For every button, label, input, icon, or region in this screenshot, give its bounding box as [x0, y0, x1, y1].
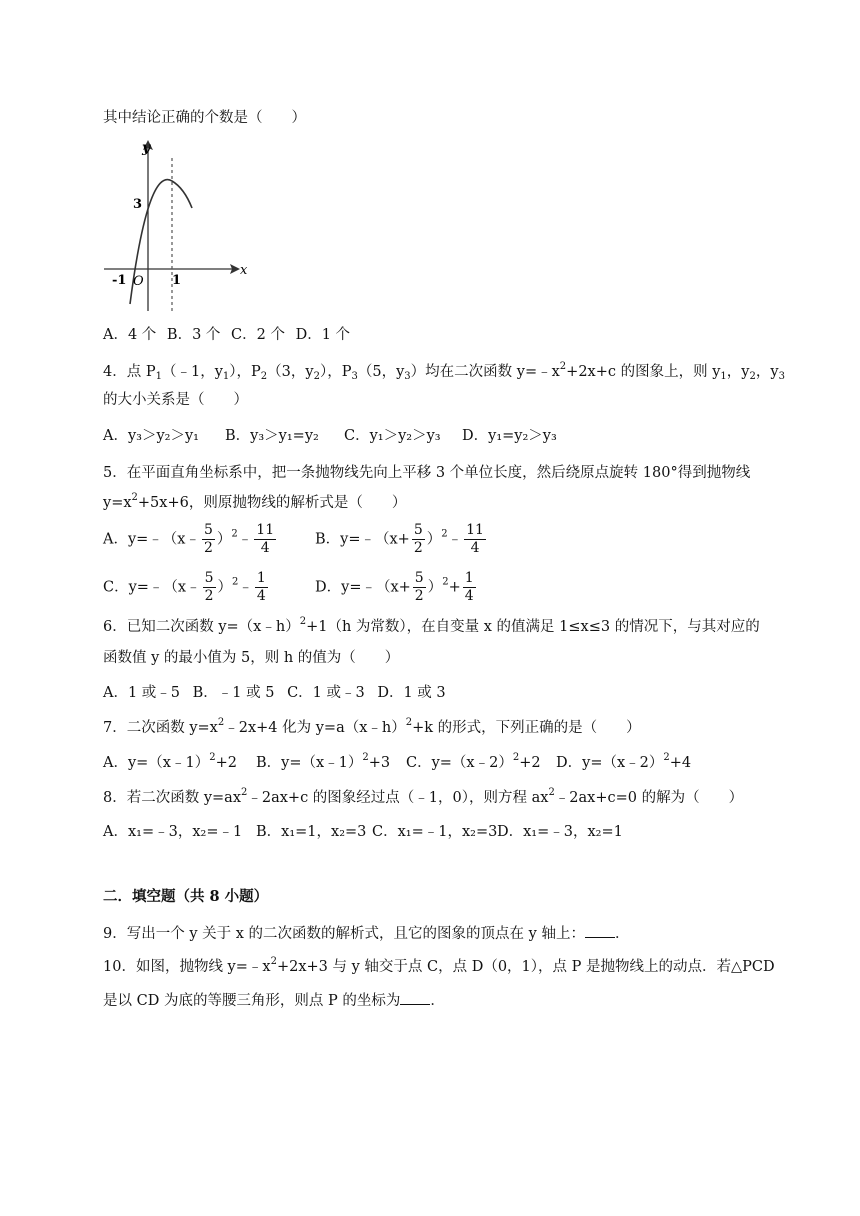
q4-line2: 的大小关系是（ ） — [103, 392, 248, 408]
q5-line2: $y=x^2+5x+6$，则原抛物线的解析式是（ ） — [103, 492, 407, 511]
tick-label-3: 3 — [133, 197, 143, 212]
q8-option-d: D．x₁=﹣3，x₂=1 — [497, 824, 623, 840]
parabola-graph — [100, 136, 250, 316]
q6-option-a: A．1 或﹣5 — [103, 685, 181, 701]
q10-line1: 10．如图，抛物线 $y=﹣x^2+2x+3$ 与 y 轴交于点 C，点 D（0，1），点 P 是抛物线上的动点．若△PCD — [103, 956, 775, 975]
q7-line: 7．二次函数 $y=x^2﹣2x+4$ 化为 y=a（x﹣h）$^2$+k 的形式，下列正确的是（ ） — [103, 717, 641, 736]
q6-option-d: D．1 或 3 — [377, 685, 446, 701]
q3-option-c: C．2 个 — [231, 327, 285, 343]
q6-line2: 函数值 y 的最小值为 5，则 h 的值为（ ） — [103, 650, 400, 666]
q3-option-a: A．4 个 — [103, 327, 157, 343]
y-axis-label: y — [142, 140, 151, 156]
q10-line2: 是以 CD 为底的等腰三角形，则点 P 的坐标为 ． — [103, 990, 445, 1011]
q9-answer-blank[interactable] — [585, 923, 615, 938]
q6-option-c: C．1 或﹣3 — [287, 685, 365, 701]
q6-option-b: B．﹣1 或 5 — [192, 685, 275, 701]
q5-line1: 5．在平面直角坐标系中，把一条抛物线先向上平移 3 个单位长度，然后绕原点旋转 180°得到抛物线 — [103, 465, 751, 481]
q3-options — [103, 325, 350, 345]
q5-option-c: C．y=﹣（x﹣ $\frac{5}{2}$ ）$^2$﹣ $\frac{1}{4}$ — [103, 570, 266, 604]
q4-option-c: C．y₁＞y₂＞y₃ — [344, 428, 441, 444]
q4-line1: 4．点 $P_1(﹣1$，$y_1$），$P_2(3$，$y_2$），$P_3(5$，$y_3$）均在二次函数 $y=﹣x^2+2x+c$ 的图象上，则 $y_1$，$y_2$，$y_3$ — [103, 361, 785, 382]
q7-option-d: D．y=（x﹣2）$^2$+4 — [556, 752, 692, 771]
q8-option-a: A．x₁=﹣3，x₂=﹣1 — [103, 824, 243, 840]
x-axis-label: x — [240, 263, 248, 278]
q3-option-d: D．1 个 — [295, 327, 351, 343]
q4-option-a: A．y₃＞y₂＞y₁ — [103, 428, 199, 444]
q4-option-d: D．y₁=y₂＞y₃ — [462, 428, 557, 444]
q5-option-a: A．y=﹣（x﹣ $\frac{5}{2}$ ）$^2$﹣ $\frac{11}{4}$ — [103, 522, 275, 556]
q8-option-c: C．x₁=﹣1，x₂=3 — [372, 824, 498, 840]
q7-option-b: B．y=（x﹣1）$^2$+3 — [256, 752, 391, 771]
q7-option-a: A．y=（x﹣1）$^2$+2 — [103, 752, 237, 771]
q6-options — [103, 683, 446, 703]
q4-option-b: B．y₃＞y₁=y₂ — [225, 428, 319, 444]
q10-answer-blank[interactable] — [400, 990, 430, 1005]
q9-line: 9．写出一个 y 关于 x 的二次函数的解析式，且它的图象的顶点在 y 轴上： ． — [103, 923, 629, 944]
q3-option-b: B．3 个 — [166, 327, 221, 343]
section-heading: 二．填空题（共 8 小题） — [103, 888, 269, 905]
q6-line1: 6．已知二次函数 y=（x﹣h）$^2$+1（h 为常数），在自变量 x 的值满足 1≤x≤3 的情况下，与其对应的 — [103, 616, 760, 635]
tick-label-neg1: -1 — [112, 273, 127, 288]
q7-option-c: C．y=（x﹣2）$^2$+2 — [406, 752, 541, 771]
intro-line: 其中结论正确的个数是（ ） — [103, 110, 306, 126]
q5-option-d: D．y=﹣（x+ $\frac{5}{2}$ ）$^2$+ $\frac{1}{4}$ — [315, 570, 474, 604]
origin-label: O — [133, 274, 144, 289]
q8-line: 8．若二次函数 $y=ax^2﹣2ax+c$ 的图象经过点（﹣1，0），则方程 $ax^2﹣2ax+c=0$ 的解为（ ） — [103, 787, 744, 806]
tick-label-1: 1 — [172, 273, 182, 288]
q8-option-b: B．x₁=1，x₂=3 — [256, 824, 367, 840]
q5-option-b: B．y=﹣（x+ $\frac{5}{2}$ ）$^2$﹣ $\frac{11}{4}$ — [315, 522, 484, 556]
